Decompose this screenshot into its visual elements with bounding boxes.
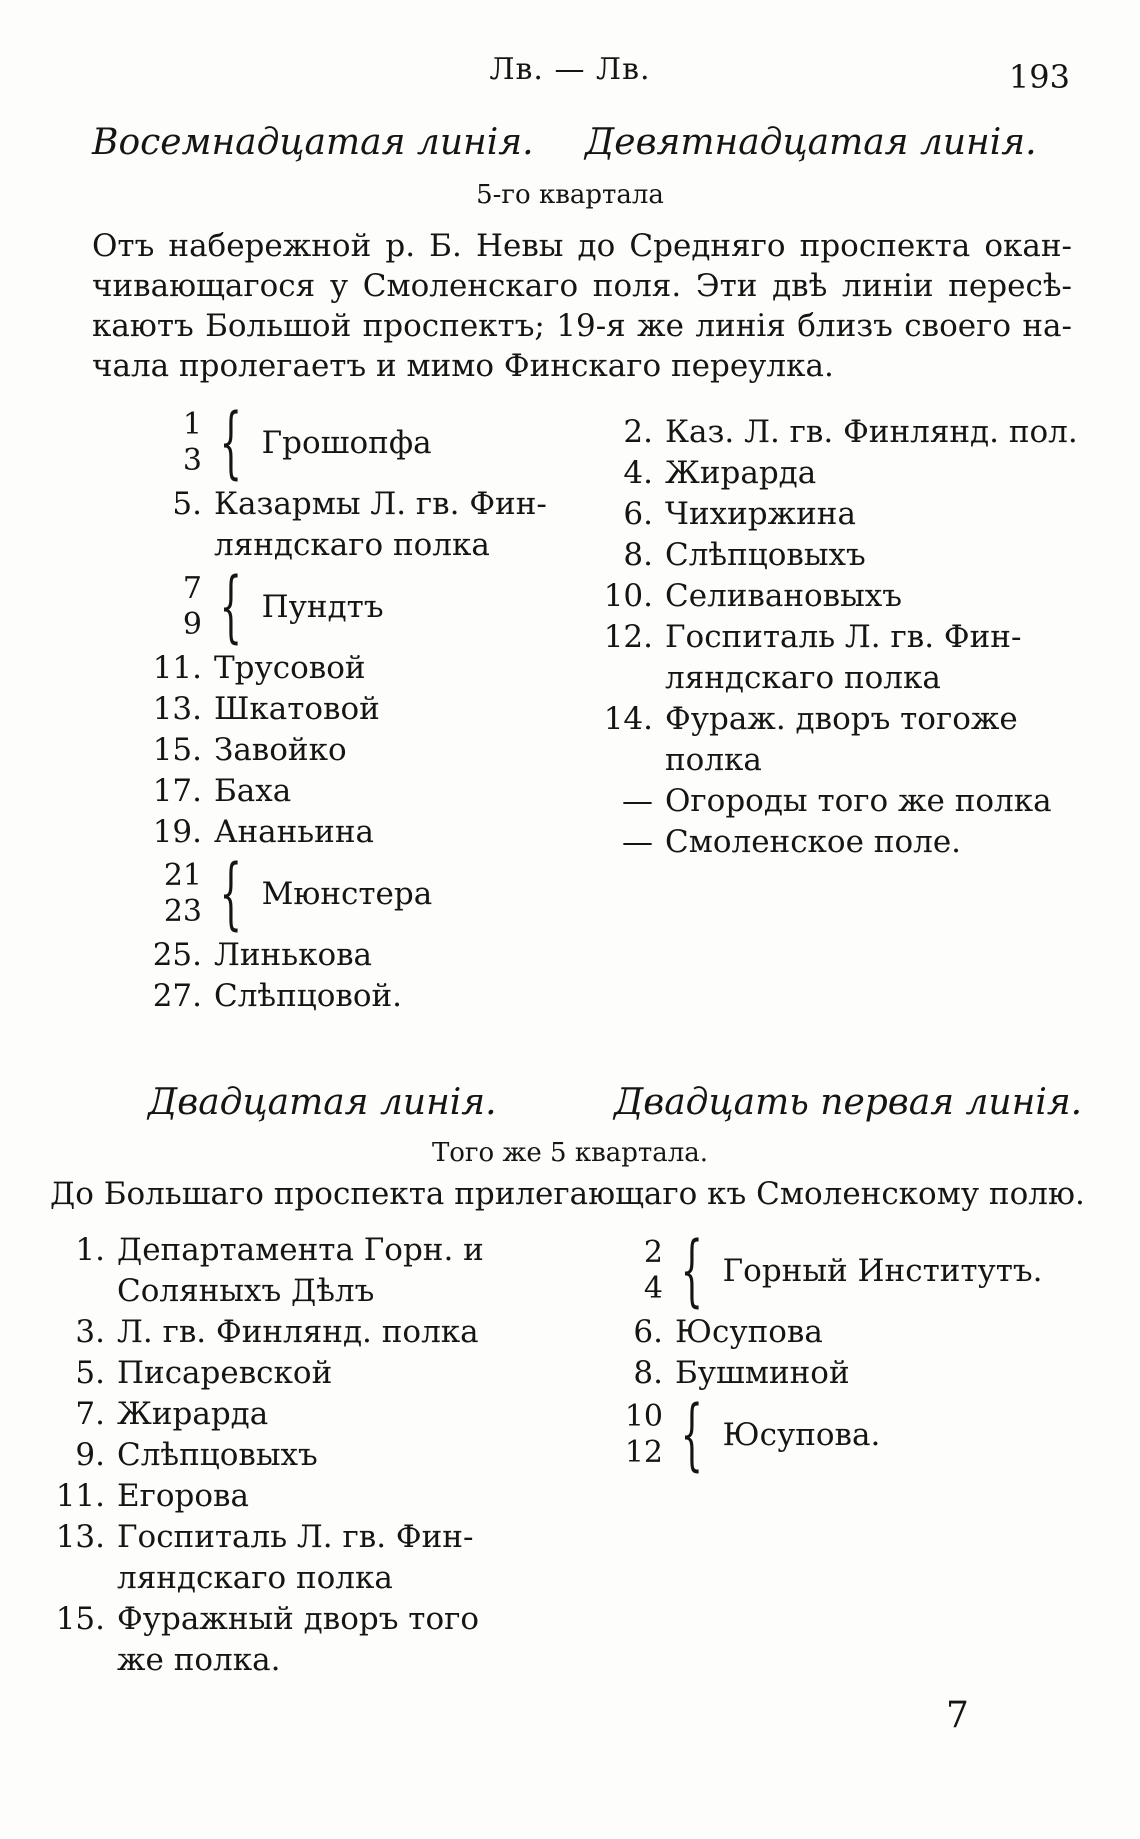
owner-name: Грошопфа: [261, 425, 432, 461]
house-number: 3: [182, 443, 202, 478]
section1-right-list: [595, 412, 1095, 863]
owner-name: Соляныхъ Дѣлъ: [117, 1273, 375, 1309]
address-entry: [608, 1312, 1088, 1353]
house-number: 6.: [623, 496, 653, 532]
owner-name: Слѣпцовыхъ: [665, 537, 866, 573]
address-entry: [595, 617, 1095, 658]
house-number: 15.: [152, 732, 202, 768]
address-entry: [595, 822, 1095, 863]
address-entry: [595, 412, 1095, 453]
house-number: 14.: [603, 701, 653, 737]
house-number: 13.: [55, 1519, 105, 1555]
address-entry: [150, 484, 590, 525]
owner-name: Писаревской: [117, 1355, 333, 1391]
owner-name: Фураж. дворъ тогоже: [665, 701, 1018, 737]
section2-subheading: Того же 5 квартала.: [431, 1138, 709, 1168]
owner-name: полка: [665, 742, 762, 778]
signature-mark: 7: [946, 1695, 969, 1736]
address-entry: [595, 535, 1095, 576]
house-number: 1.: [75, 1232, 105, 1268]
address-entry: [55, 1476, 555, 1517]
house-number: 25.: [152, 937, 202, 973]
house-number: 4: [643, 1271, 663, 1306]
address-group: [608, 1226, 1088, 1316]
house-number: —: [622, 824, 653, 860]
address-entry: [150, 935, 590, 976]
address-entry: [150, 689, 590, 730]
owner-name: Фуражный дворъ того: [117, 1601, 480, 1637]
address-entry: [150, 648, 590, 689]
section1-paragraph: [92, 226, 1072, 386]
owner-name: Баха: [214, 773, 292, 809]
address-entry: [55, 1599, 555, 1640]
house-number: 15.: [55, 1601, 105, 1637]
owner-name: Слѣпцовыхъ: [117, 1437, 318, 1473]
house-number: —: [622, 783, 653, 819]
owner-name: Егорова: [117, 1478, 249, 1514]
paragraph-line: Отъ набережной р. Б. Невы до Средняго проспекта окан-: [92, 228, 1072, 264]
section2-left-list: [55, 1230, 555, 1681]
house-number: 17.: [152, 773, 202, 809]
owner-name: Огороды того же полка: [665, 783, 1052, 819]
brace-mark: {: [680, 1390, 703, 1480]
house-number: 5.: [172, 486, 202, 522]
owner-name: Шкатовой: [214, 691, 380, 727]
section1-heading-right: Девятнадцатая линія.: [585, 122, 1037, 163]
address-entry: [595, 781, 1095, 822]
house-number: 5.: [75, 1355, 105, 1391]
owner-name: Пундтъ: [261, 589, 384, 625]
brace-mark: {: [219, 849, 242, 939]
owner-name: Юсупова.: [722, 1417, 881, 1453]
address-entry: [55, 1312, 555, 1353]
owner-name: ляндскаго полка: [665, 660, 941, 696]
address-entry: [150, 730, 590, 771]
owner-name: Бушминой: [675, 1355, 850, 1391]
address-entry: [608, 1353, 1088, 1394]
owner-name: Каз. Л. гв. Финлянд. пол.: [665, 414, 1078, 450]
section1-subheading: 5-го квартала: [476, 180, 664, 210]
owner-name: ляндскаго полка: [214, 527, 490, 563]
owner-name: Жирарда: [665, 455, 817, 491]
address-entry: [55, 1271, 555, 1312]
house-number: 9.: [75, 1437, 105, 1473]
owner-name: Юсупова: [675, 1314, 823, 1350]
address-entry: [55, 1517, 555, 1558]
owner-name: Слѣпцовой.: [214, 978, 402, 1014]
address-entry: [150, 812, 590, 853]
address-entry: [595, 740, 1095, 781]
owner-name: Горный Институтъ.: [722, 1253, 1043, 1289]
owner-name: Линькова: [214, 937, 373, 973]
owner-name: Казармы Л. гв. Фин-: [214, 486, 547, 522]
house-number: 19.: [152, 814, 202, 850]
address-entry: [595, 453, 1095, 494]
address-entry: [150, 976, 590, 1017]
owner-name: Смоленское поле.: [665, 824, 962, 860]
address-group: [608, 1390, 1088, 1480]
house-number: 12: [624, 1435, 663, 1470]
paragraph-line: каютъ Большой проспектъ; 19-я же линія близъ своего на-: [92, 308, 1072, 344]
house-number: 12.: [603, 619, 653, 655]
address-group: [150, 849, 590, 939]
house-number: 8.: [633, 1355, 663, 1391]
house-number: 10.: [603, 578, 653, 614]
section1-left-list: [150, 398, 590, 1017]
owner-name: Селивановыхъ: [665, 578, 903, 614]
house-number: 2: [643, 1235, 663, 1270]
paragraph-line: чала пролегаетъ и мимо Финскаго переулка.: [92, 348, 834, 384]
house-number: 13.: [152, 691, 202, 727]
owner-name: Мюнстера: [261, 876, 433, 912]
house-number: 4.: [623, 455, 653, 491]
address-entry: [595, 658, 1095, 699]
owner-name: Трусовой: [214, 650, 366, 686]
brace-mark: {: [219, 562, 242, 652]
house-number: 11.: [55, 1478, 105, 1514]
running-head: Лв. — Лв.: [489, 52, 651, 87]
address-entry: [150, 525, 590, 566]
owner-name: Ананьина: [214, 814, 374, 850]
house-number: 8.: [623, 537, 653, 573]
address-entry: [150, 771, 590, 812]
house-number: 7.: [75, 1396, 105, 1432]
owner-name: ляндскаго полка: [117, 1560, 393, 1596]
section2-right-list: [608, 1226, 1088, 1480]
section2-heading-right: Двадцать первая линія.: [614, 1082, 1083, 1123]
house-number: 7: [182, 571, 202, 606]
brace-mark: {: [680, 1226, 703, 1316]
address-entry: [55, 1230, 555, 1271]
house-number: 10: [624, 1399, 663, 1434]
house-number: 2.: [623, 414, 653, 450]
house-number: 1: [182, 407, 202, 442]
address-entry: [55, 1640, 555, 1681]
house-number: 23: [163, 894, 202, 929]
section2-heading-left: Двадцатая линія.: [148, 1082, 497, 1123]
address-group: [150, 398, 590, 488]
house-number: 27.: [152, 978, 202, 1014]
house-number: 9: [182, 607, 202, 642]
address-entry: [55, 1353, 555, 1394]
brace-mark: {: [219, 398, 242, 488]
house-number: 3.: [75, 1314, 105, 1350]
page-number: 193: [1008, 58, 1070, 96]
address-entry: [595, 699, 1095, 740]
owner-name: Жирарда: [117, 1396, 269, 1432]
paragraph-line: чивающагося у Смоленскаго поля. Эти двѣ линіи пересѣ-: [92, 268, 1072, 304]
house-number: 21: [163, 858, 202, 893]
address-entry: [595, 494, 1095, 535]
address-entry: [55, 1394, 555, 1435]
section1-heading-left: Восемнадцатая линія.: [92, 122, 534, 163]
address-entry: [595, 576, 1095, 617]
address-group: [150, 562, 590, 652]
owner-name: Госпиталь Л. гв. Фин-: [117, 1519, 474, 1555]
owner-name: Департамента Горн. и: [117, 1232, 484, 1268]
owner-name: Завойко: [214, 732, 347, 768]
address-entry: [55, 1435, 555, 1476]
owner-name: же полка.: [117, 1642, 281, 1678]
owner-name: Чихиржина: [665, 496, 856, 532]
owner-name: Л. гв. Финлянд. полка: [117, 1314, 479, 1350]
section2-intro: До Большаго проспекта прилегающаго къ Смоленскому полю.: [50, 1176, 1085, 1212]
house-number: 11.: [152, 650, 202, 686]
address-entry: [55, 1558, 555, 1599]
owner-name: Госпиталь Л. гв. Фин-: [665, 619, 1022, 655]
house-number: 6.: [633, 1314, 663, 1350]
